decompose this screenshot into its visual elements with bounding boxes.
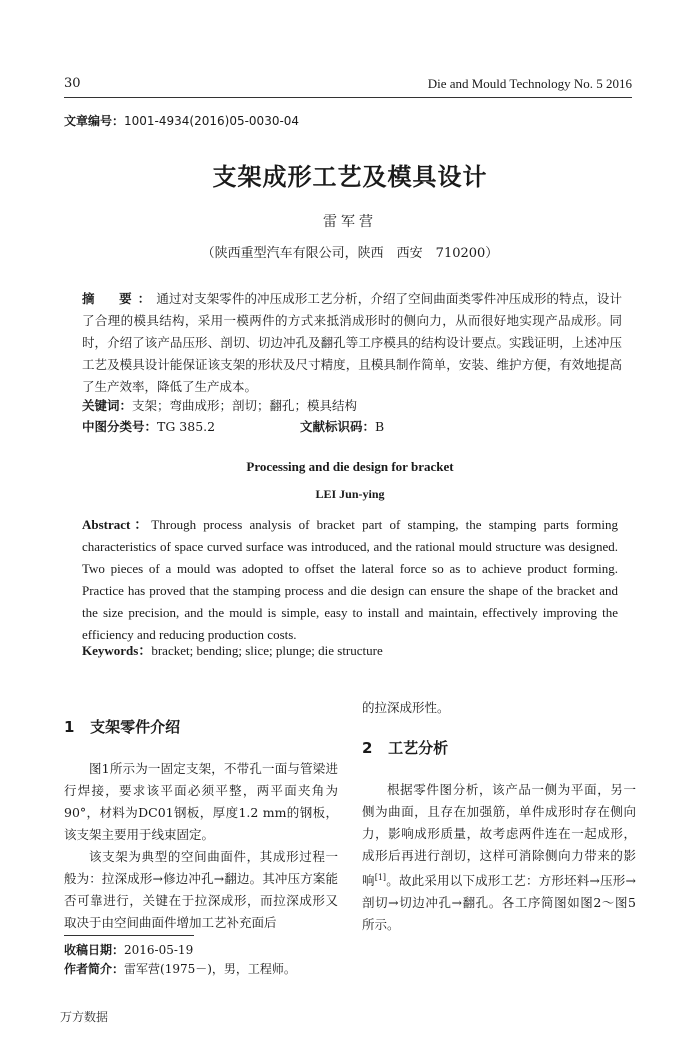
received-date	[64, 941, 193, 958]
english-abstract-text: Through process analysis of bracket part of stamping, the stamping parts forming characteristics of space curved surface was introduced, and the rational mould structure was designed. Two pieces of a mould was adopted to offset the lateral force so as to achieve product forming. Practice has proved that the stamping process and die design can ensure the shape of the bracket and the size precision, and the mould is simple, easy to install and maintain, effectively improving the efficiency and reducing production costs.	[82, 517, 618, 642]
english-keywords-label: Keywords：	[82, 643, 152, 658]
citation-ref: [1]	[374, 873, 387, 882]
english-abstract-label: Abstract：	[82, 517, 152, 532]
section-1-paragraph-2: 该支架为典型的空间曲面件，其成形过程一般为：拉深成形→修边冲孔→翻边。其冲压方案能否可靠进行，关键在于拉深成形，而拉深成形又取决于由空间曲面件增加工艺补充面后	[64, 849, 338, 930]
doc-code-value: B	[375, 419, 385, 434]
section-2-title: 工艺分析	[388, 739, 449, 757]
section-1-title: 支架零件介绍	[90, 718, 181, 736]
article-number-label: 文章编号：	[64, 114, 125, 128]
section-1-number: 1	[64, 718, 75, 736]
author-bio	[64, 960, 296, 977]
abstract-cn	[82, 288, 622, 398]
abstract-cn-label: 摘 要：	[82, 291, 157, 306]
author-affiliation: （陕西重型汽车有限公司，陕西 西安 710200）	[201, 246, 499, 261]
section-2-paragraph-1	[362, 779, 636, 936]
keywords-cn-text: 支架；弯曲成形；剖切；翻孔；模具结构	[132, 398, 358, 413]
document-code	[300, 417, 384, 435]
keywords-cn	[82, 395, 357, 417]
section-2-text-b: 。故此采用以下成形工艺：方形坯料→压形→剖切→切边冲孔→翻孔。各工序简图如图2～图5所示。	[362, 873, 636, 933]
author-name: 雷军营	[323, 214, 377, 230]
section-2-text-a: 根据零件图分析，该产品一侧为平面，另一侧为曲面，且存在加强筋，单件成形时存在侧向力，影响成形质量，故考虑两件连在一起成形，成形后再进行剖切，这样可消除侧向力带来的影响	[362, 782, 636, 889]
right-column	[362, 779, 636, 936]
section-2-number: 2	[362, 739, 373, 757]
section-1-paragraph-1: 图1所示为一固定支架，不带孔一面与管梁进行焊接，要求该平面必须平整，两平面夹角为90°，材料为DC01钢板，厚度1.2 mm的钢板，该支架主要用于线束固定。	[64, 761, 338, 842]
bio-value: 雷军营(1975－)，男，工程师。	[124, 962, 296, 976]
article-number-value: 1001-4934(2016)05-0030-04	[124, 114, 300, 128]
bio-label: 作者简介：	[64, 962, 125, 976]
english-keywords-text: bracket; bending; slice; plunge; die structure	[151, 643, 383, 658]
clc-value: TG 385.2	[157, 419, 216, 434]
footnote-rule	[64, 935, 194, 936]
left-column	[64, 758, 338, 934]
watermark: 万方数据	[60, 1010, 109, 1024]
journal-header: Die and Mould Technology No. 5 2016	[427, 76, 632, 91]
abstract-cn-text: 通过对支架零件的冲压成形工艺分析，介绍了空间曲面类零件冲压成形的特点，设计了合理的模具结构，采用一模两件的方式来抵消成形时的侧向力，从而很好地实现产品成形。同时，介绍了该产品压形、剖切、切边冲孔及翻孔等工序模具的结构设计要点。实践证明，上述冲压工艺及模具设计能保证该支架的形状及尺寸精度，且模具制作简单，安装、维护方便，有效地提高了生产效率，降低了生产成本。	[82, 291, 622, 394]
section-1-heading	[64, 716, 180, 737]
paper-title: 支架成形工艺及模具设计	[212, 163, 488, 191]
english-keywords	[82, 640, 383, 659]
article-number	[64, 112, 299, 129]
english-title: Processing and die design for bracket	[246, 459, 454, 474]
english-abstract	[82, 514, 618, 646]
doc-code-label: 文献标识码：	[300, 419, 376, 434]
section-2-heading	[362, 737, 448, 758]
clc-label: 中图分类号：	[82, 419, 158, 434]
received-value: 2016-05-19	[124, 943, 194, 957]
keywords-cn-label: 关键词：	[82, 398, 133, 413]
page-number: 30	[64, 76, 81, 91]
received-label: 收稿日期：	[64, 943, 125, 957]
header-rule	[64, 97, 632, 98]
right-column-continuation: 的拉深成形性。	[362, 700, 450, 715]
clc-number	[82, 417, 215, 435]
english-author: LEI Jun-ying	[315, 487, 385, 501]
